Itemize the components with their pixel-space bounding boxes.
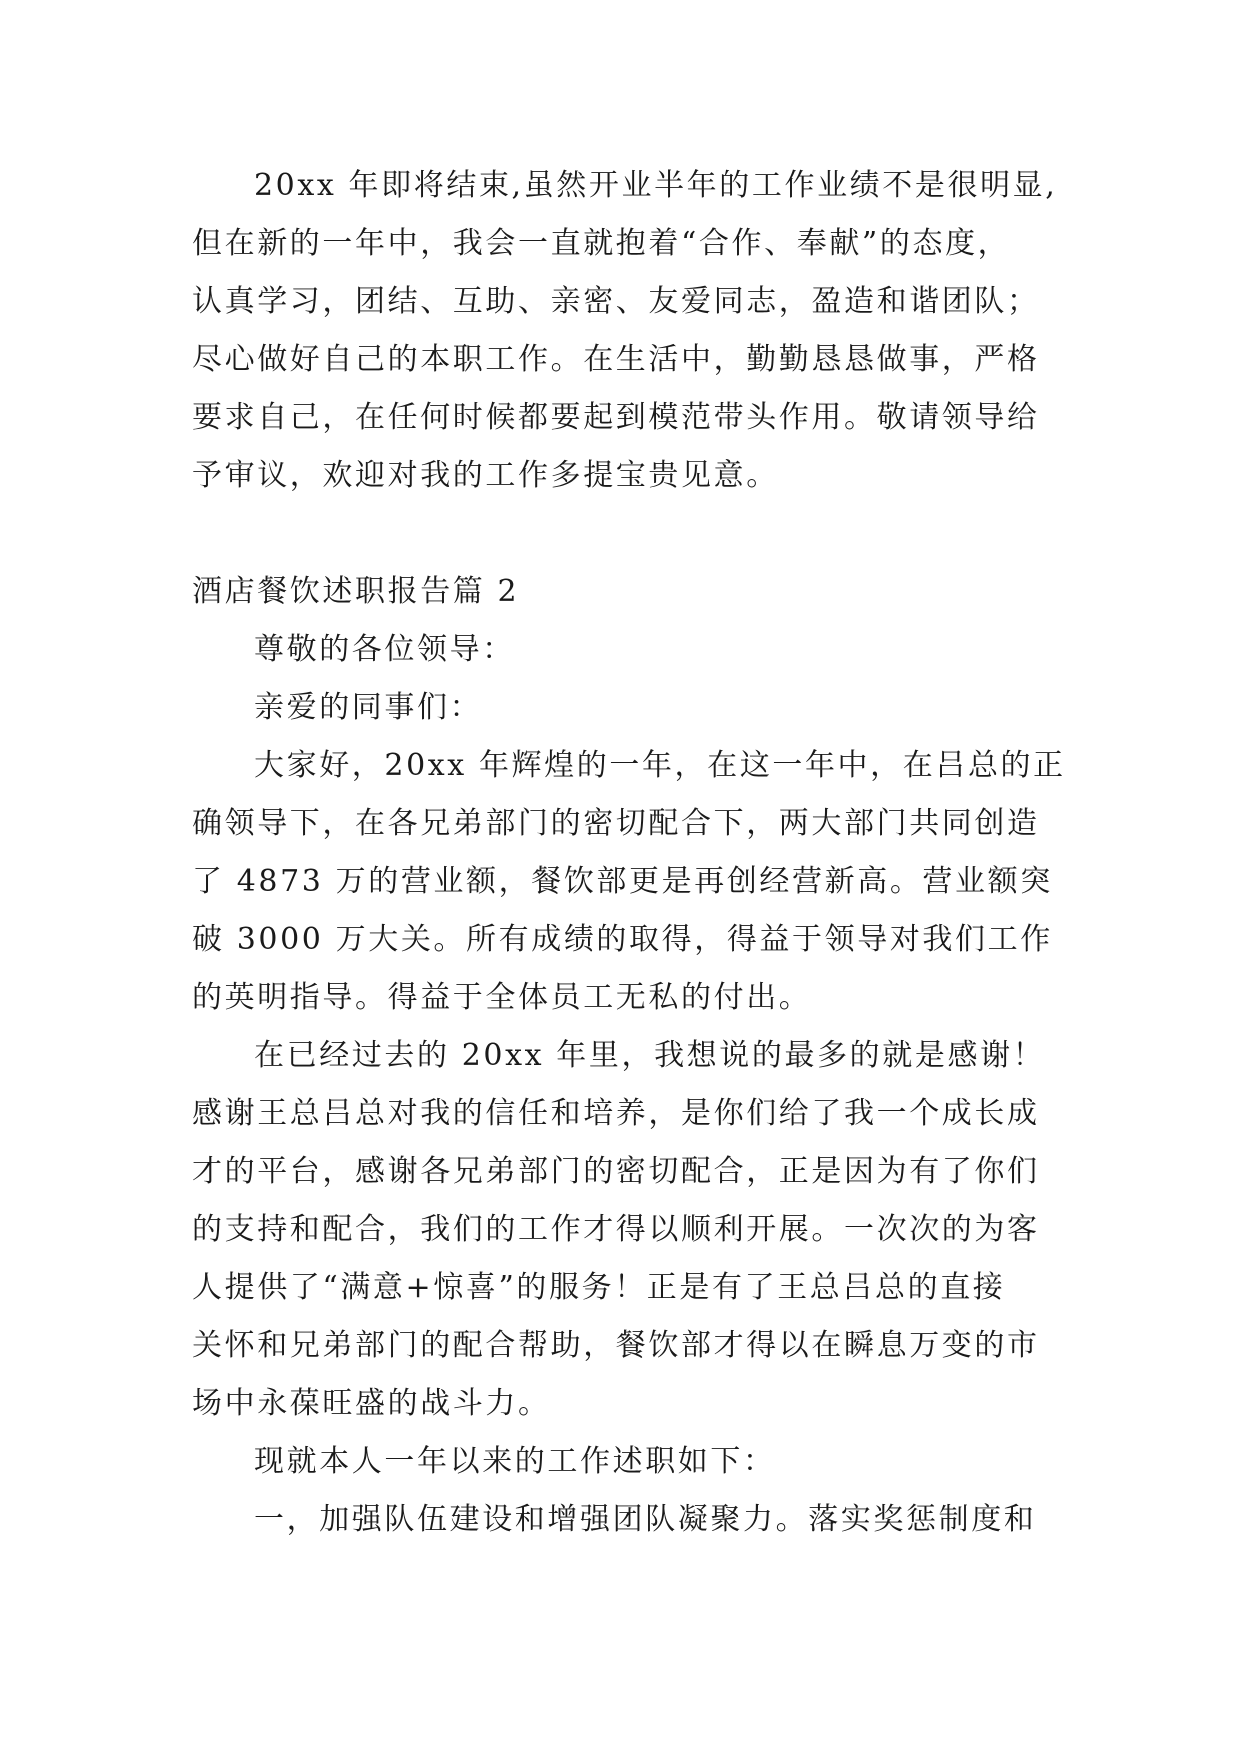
text-line: 的支持和配合，我们的工作才得以顺利开展。一次次的为客 (192, 1212, 1040, 1247)
text-line: 认真学习，团结、互助、亲密、友爱同志，盈造和谐团队； (192, 284, 1040, 319)
text-line: 破 3000 万大关。所有成绩的取得，得益于领导对我们工作 (192, 922, 1053, 957)
text-line: 感谢王总吕总对我的信任和培养，是你们给了我一个成长成 (192, 1096, 1040, 1131)
text-line: 但在新的一年中，我会一直就抱着“合作、奉献”的态度， (192, 226, 1011, 261)
text-line: 确领导下，在各兄弟部门的密切配合下，两大部门共同创造 (192, 806, 1040, 841)
text-line: 要求自己，在任何时候都要起到模范带头作用。敬请领导给 (192, 400, 1040, 435)
greeting-colleagues: 亲爱的同事们： (254, 690, 483, 725)
greeting-leaders: 尊敬的各位领导： (254, 632, 515, 667)
text-line: 大家好，20xx 年辉煌的一年，在这一年中，在吕总的正 (254, 748, 1066, 783)
section-heading: 酒店餐饮述职报告篇 2 (192, 574, 520, 609)
text-line: 才的平台，感谢各兄弟部门的密切配合，正是因为有了你们 (192, 1154, 1040, 1189)
text-line: 人提供了“满意+惊喜”的服务！正是有了王总吕总的直接 (192, 1270, 1006, 1305)
text-line: 予审议，欢迎对我的工作多提宝贵见意。 (192, 458, 779, 493)
text-line: 了 4873 万的营业额，餐饮部更是再创经营新高。营业额突 (192, 864, 1053, 899)
text-line: 的英明指导。得益于全体员工无私的付出。 (192, 980, 812, 1015)
text-line: 在已经过去的 20xx 年里，我想说的最多的就是感谢！ (254, 1038, 1046, 1073)
text-line: 场中永葆旺盛的战斗力。 (192, 1386, 551, 1421)
text-line: 关怀和兄弟部门的配合帮助，餐饮部才得以在瞬息万变的市 (192, 1328, 1040, 1363)
text-line: 现就本人一年以来的工作述职如下： (254, 1444, 776, 1479)
text-line: 一，加强队伍建设和增强团队凝聚力。落实奖惩制度和 (254, 1502, 1037, 1537)
text-line: 尽心做好自己的本职工作。在生活中，勤勤恳恳做事，严格 (192, 342, 1040, 377)
text-line: 20xx 年即将结束,虽然开业半年的工作业绩不是很明显, (254, 168, 1058, 203)
